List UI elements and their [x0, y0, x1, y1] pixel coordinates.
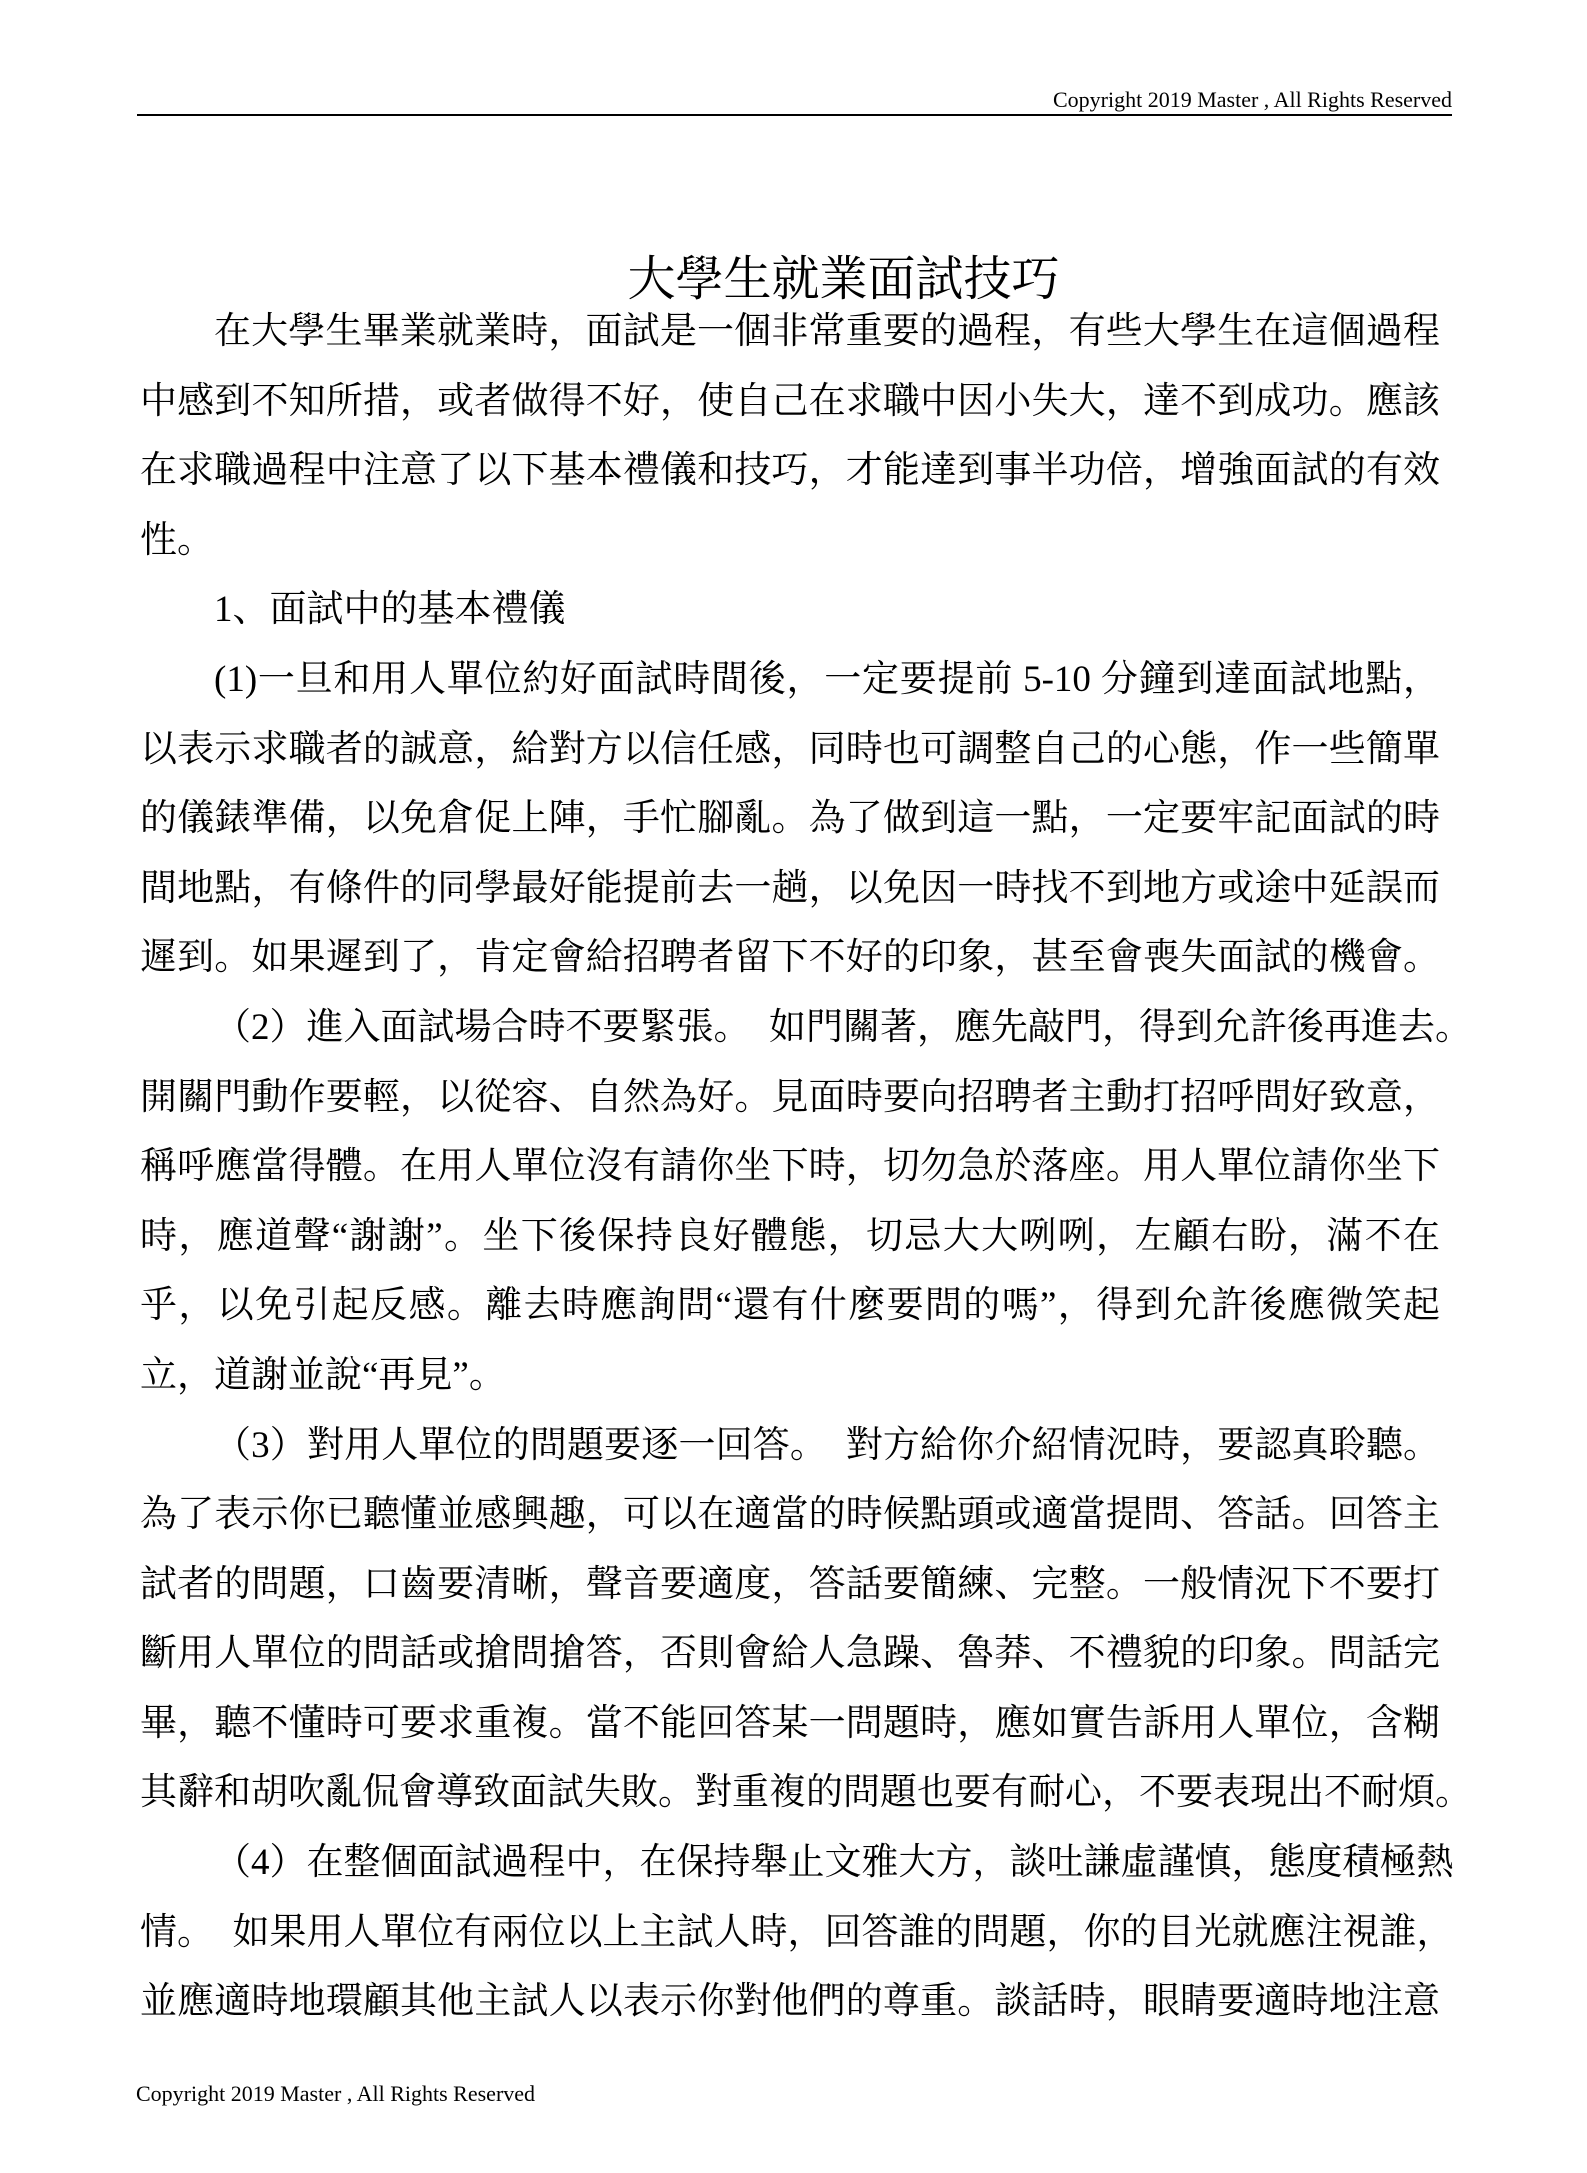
paragraph-line: 時，應道聲“謝謝”。坐下後保持良好體態，切忌大大咧咧，左顧右盼，滿不在 — [140, 1215, 1440, 1257]
paragraph-line: （3）對用人單位的問題要逐一回答。 對方給你介紹情況時，要認真聆聽。 — [214, 1424, 1440, 1466]
paragraph-line: 乎，以免引起反感。離去時應詢問“還有什麼要問的嗎”，得到允許後應微笑起 — [140, 1285, 1440, 1327]
paragraph-line: 中感到不知所措，或者做得不好，使自己在求職中因小失大，達不到成功。應該 — [140, 380, 1440, 422]
paragraph-line: 為了表示你已聽懂並感興趣，可以在適當的時候點頭或適當提問、答話。回答主 — [140, 1494, 1440, 1536]
paragraph-line: 情。 如果用人單位有兩位以上主試人時，回答誰的問題，你的目光就應注視誰， — [140, 1911, 1454, 1953]
paragraph-line: 遲到。如果遲到了，肯定會給招聘者留下不好的印象，甚至會喪失面試的機會。 — [140, 937, 1440, 979]
paragraph-line: 間地點，有條件的同學最好能提前去一趟，以免因一時找不到地方或途中延誤而 — [140, 867, 1440, 909]
header-divider — [137, 114, 1452, 116]
document-body — [140, 297, 1472, 2037]
paragraph-line: 畢，聽不懂時可要求重複。當不能回答某一問題時，應如實告訴用人單位，含糊 — [140, 1702, 1440, 1744]
header-copyright: Copyright 2019 Master , All Rights Reserved — [1052, 87, 1452, 112]
paragraph-line: 斷用人單位的問話或搶問搶答，否則會給人急躁、魯莽、不禮貌的印象。問話完 — [140, 1633, 1440, 1675]
paragraph-line: 以表示求職者的誠意，給對方以信任感，同時也可調整自己的心態，作一些簡單 — [140, 728, 1440, 770]
footer-copyright: Copyright 2019 Master , All Rights Reserved — [136, 2081, 536, 2106]
paragraph-line: 開關門動作要輕，以從容、自然為好。見面時要向招聘者主動打招呼問好致意， — [140, 1076, 1440, 1118]
paragraph-line: 在求職過程中注意了以下基本禮儀和技巧，才能達到事半功倍，增強面試的有效 — [140, 450, 1440, 492]
paragraph-line: 在大學生畢業就業時，面試是一個非常重要的過程，有些大學生在這個過程 — [214, 311, 1440, 352]
paragraph-line: 並應適時地環顧其他主試人以表示你對他們的尊重。談話時，眼睛要適時地注意 — [140, 1981, 1440, 2023]
paragraph-line: (1)一旦和用人單位約好面試時間後，一定要提前 5-10 分鐘到達面試地點， — [214, 658, 1440, 700]
paragraph-line: 試者的問題，口齒要清晰，聲音要適度，答話要簡練、完整。一般情況下不要打 — [140, 1563, 1440, 1605]
paragraph-line: （4）在整個面試過程中，在保持舉止文雅大方，談吐謙虛謹慎，態度積極熱 — [214, 1842, 1454, 1884]
section-heading: 1、面試中的基本禮儀 — [214, 589, 566, 631]
paragraph-line: 性。 — [140, 519, 214, 561]
document-title: 大學生就業面試技巧 — [627, 253, 1060, 307]
paragraph-line: 立，道謝並說“再見”。 — [140, 1354, 506, 1396]
paragraph-line: 稱呼應當得體。在用人單位沒有請你坐下時，切勿急於落座。用人單位請你坐下 — [140, 1146, 1440, 1188]
paragraph-line: 其辭和胡吹亂侃會導致面試失敗。對重複的問題也要有耐心，不要表現出不耐煩。 — [140, 1772, 1472, 1814]
paragraph-line: （2）進入面試場合時不要緊張。 如門關著，應先敲門，得到允許後再進去。 — [214, 1006, 1472, 1048]
paragraph-line: 的儀錶準備，以免倉促上陣，手忙腳亂。為了做到這一點，一定要牢記面試的時 — [140, 798, 1440, 840]
